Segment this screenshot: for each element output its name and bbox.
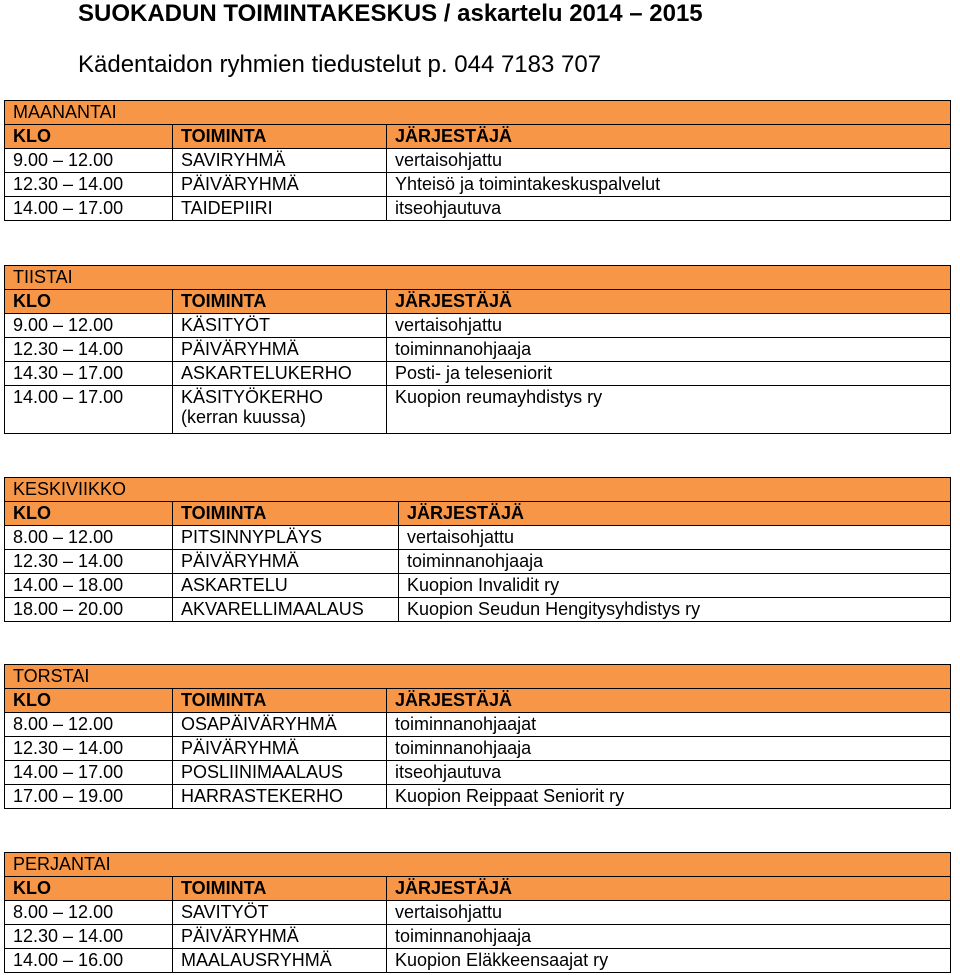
cell-toiminta: OSAPÄIVÄRYHMÄ xyxy=(173,713,387,737)
table-row xyxy=(5,949,951,973)
cell-toiminta: AKVARELLIMAALAUS xyxy=(173,598,399,622)
cell-klo: 8.00 – 12.00 xyxy=(5,713,173,737)
cell-jarjestaja: Kuopion Invalidit ry xyxy=(399,574,951,598)
column-header-toiminta: TOIMINTA xyxy=(173,502,399,526)
column-header-toiminta: TOIMINTA xyxy=(173,290,387,314)
day-name: KESKIVIIKKO xyxy=(5,478,951,502)
cell-toiminta: PÄIVÄRYHMÄ xyxy=(173,173,387,197)
cell-klo: 12.30 – 14.00 xyxy=(5,338,173,362)
cell-jarjestaja: itseohjautuva xyxy=(387,197,951,221)
cell-toiminta: PITSINNYPLÄYS xyxy=(173,526,399,550)
cell-jarjestaja: Kuopion reumayhdistys ry xyxy=(387,386,951,434)
cell-klo: 9.00 – 12.00 xyxy=(5,314,173,338)
day-name: TIISTAI xyxy=(5,266,951,290)
activity-note: (kerran kuussa) xyxy=(181,407,307,427)
table-row xyxy=(5,362,951,386)
cell-klo: 12.30 – 14.00 xyxy=(5,925,173,949)
cell-jarjestaja: vertaisohjattu xyxy=(387,901,951,925)
table-row xyxy=(5,197,951,221)
cell-toiminta: HARRASTEKERHO xyxy=(173,785,387,809)
cell-toiminta: PÄIVÄRYHMÄ xyxy=(173,550,399,574)
table-row xyxy=(5,149,951,173)
column-header-jarjestaja: JÄRJESTÄJÄ xyxy=(387,125,951,149)
schedule-table xyxy=(4,664,951,809)
column-header-jarjestaja: JÄRJESTÄJÄ xyxy=(387,290,951,314)
cell-toiminta: SAVITYÖT xyxy=(173,901,387,925)
cell-klo: 12.30 – 14.00 xyxy=(5,550,173,574)
cell-klo: 14.00 – 16.00 xyxy=(5,949,173,973)
day-name: MAANANTAI xyxy=(5,101,951,125)
cell-toiminta: MAALAUSRYHMÄ xyxy=(173,949,387,973)
cell-jarjestaja: vertaisohjattu xyxy=(399,526,951,550)
table-row xyxy=(5,526,951,550)
table-row xyxy=(5,173,951,197)
cell-toiminta: TAIDEPIIRI xyxy=(173,197,387,221)
cell-toiminta: PÄIVÄRYHMÄ xyxy=(173,338,387,362)
cell-klo: 12.30 – 14.00 xyxy=(5,173,173,197)
column-header-toiminta: TOIMINTA xyxy=(173,877,387,901)
column-header-toiminta: TOIMINTA xyxy=(173,125,387,149)
cell-klo: 14.00 – 18.00 xyxy=(5,574,173,598)
cell-klo: 18.00 – 20.00 xyxy=(5,598,173,622)
table-row xyxy=(5,713,951,737)
cell-toiminta: ASKARTELU xyxy=(173,574,399,598)
column-header-toiminta: TOIMINTA xyxy=(173,689,387,713)
cell-toiminta: SAVIRYHMÄ xyxy=(173,149,387,173)
cell-klo: 14.00 – 17.00 xyxy=(5,761,173,785)
cell-jarjestaja: Yhteisö ja toimintakeskuspalvelut xyxy=(387,173,951,197)
cell-jarjestaja: Posti- ja teleseniorit xyxy=(387,362,951,386)
cell-jarjestaja: vertaisohjattu xyxy=(387,149,951,173)
cell-jarjestaja: Kuopion Eläkkeensaajat ry xyxy=(387,949,951,973)
cell-jarjestaja: toiminnanohjaaja xyxy=(387,737,951,761)
column-header-klo: KLO xyxy=(5,877,173,901)
cell-toiminta: PÄIVÄRYHMÄ xyxy=(173,925,387,949)
cell-klo: 17.00 – 19.00 xyxy=(5,785,173,809)
cell-klo: 8.00 – 12.00 xyxy=(5,526,173,550)
page-title: SUOKADUN TOIMINTAKESKUS / askartelu 2014 – 2015 xyxy=(78,0,703,27)
table-row xyxy=(5,338,951,362)
table-row xyxy=(5,574,951,598)
day-section-keskiviikko xyxy=(4,477,951,622)
schedule-table xyxy=(4,477,951,622)
cell-klo: 14.30 – 17.00 xyxy=(5,362,173,386)
cell-toiminta xyxy=(173,386,387,434)
column-header-jarjestaja: JÄRJESTÄJÄ xyxy=(387,689,951,713)
schedule-table xyxy=(4,100,951,221)
contact-subtitle: Kädentaidon ryhmien tiedustelut p. 044 7183 707 xyxy=(78,51,602,78)
activity-name: KÄSITYÖKERHO xyxy=(181,387,324,407)
column-header-klo: KLO xyxy=(5,125,173,149)
table-row xyxy=(5,386,951,434)
cell-jarjestaja: Kuopion Reippaat Seniorit ry xyxy=(387,785,951,809)
cell-toiminta: POSLIINIMAALAUS xyxy=(173,761,387,785)
cell-jarjestaja: itseohjautuva xyxy=(387,761,951,785)
day-name: TORSTAI xyxy=(5,665,951,689)
column-header-jarjestaja: JÄRJESTÄJÄ xyxy=(387,877,951,901)
cell-jarjestaja: toiminnanohjaajat xyxy=(387,713,951,737)
day-name: PERJANTAI xyxy=(5,853,951,877)
table-row xyxy=(5,761,951,785)
cell-toiminta: KÄSITYÖT xyxy=(173,314,387,338)
table-row xyxy=(5,737,951,761)
table-row xyxy=(5,598,951,622)
cell-jarjestaja: toiminnanohjaaja xyxy=(399,550,951,574)
column-header-klo: KLO xyxy=(5,290,173,314)
cell-jarjestaja: vertaisohjattu xyxy=(387,314,951,338)
cell-klo: 8.00 – 12.00 xyxy=(5,901,173,925)
cell-klo: 14.00 – 17.00 xyxy=(5,386,173,434)
day-section-maanantai xyxy=(4,100,951,221)
cell-jarjestaja: toiminnanohjaaja xyxy=(387,338,951,362)
day-section-torstai xyxy=(4,664,951,809)
schedule-table xyxy=(4,852,951,973)
table-row xyxy=(5,314,951,338)
table-row xyxy=(5,901,951,925)
table-row xyxy=(5,925,951,949)
cell-klo: 14.00 – 17.00 xyxy=(5,197,173,221)
table-row xyxy=(5,785,951,809)
column-header-klo: KLO xyxy=(5,689,173,713)
cell-klo: 9.00 – 12.00 xyxy=(5,149,173,173)
cell-jarjestaja: Kuopion Seudun Hengitysyhdistys ry xyxy=(399,598,951,622)
column-header-jarjestaja: JÄRJESTÄJÄ xyxy=(399,502,951,526)
column-header-klo: KLO xyxy=(5,502,173,526)
cell-klo: 12.30 – 14.00 xyxy=(5,737,173,761)
cell-jarjestaja: toiminnanohjaaja xyxy=(387,925,951,949)
cell-toiminta: PÄIVÄRYHMÄ xyxy=(173,737,387,761)
cell-toiminta: ASKARTELUKERHO xyxy=(173,362,387,386)
day-section-perjantai xyxy=(4,852,951,973)
day-section-tiistai xyxy=(4,265,951,434)
table-row xyxy=(5,550,951,574)
schedule-table xyxy=(4,265,951,434)
